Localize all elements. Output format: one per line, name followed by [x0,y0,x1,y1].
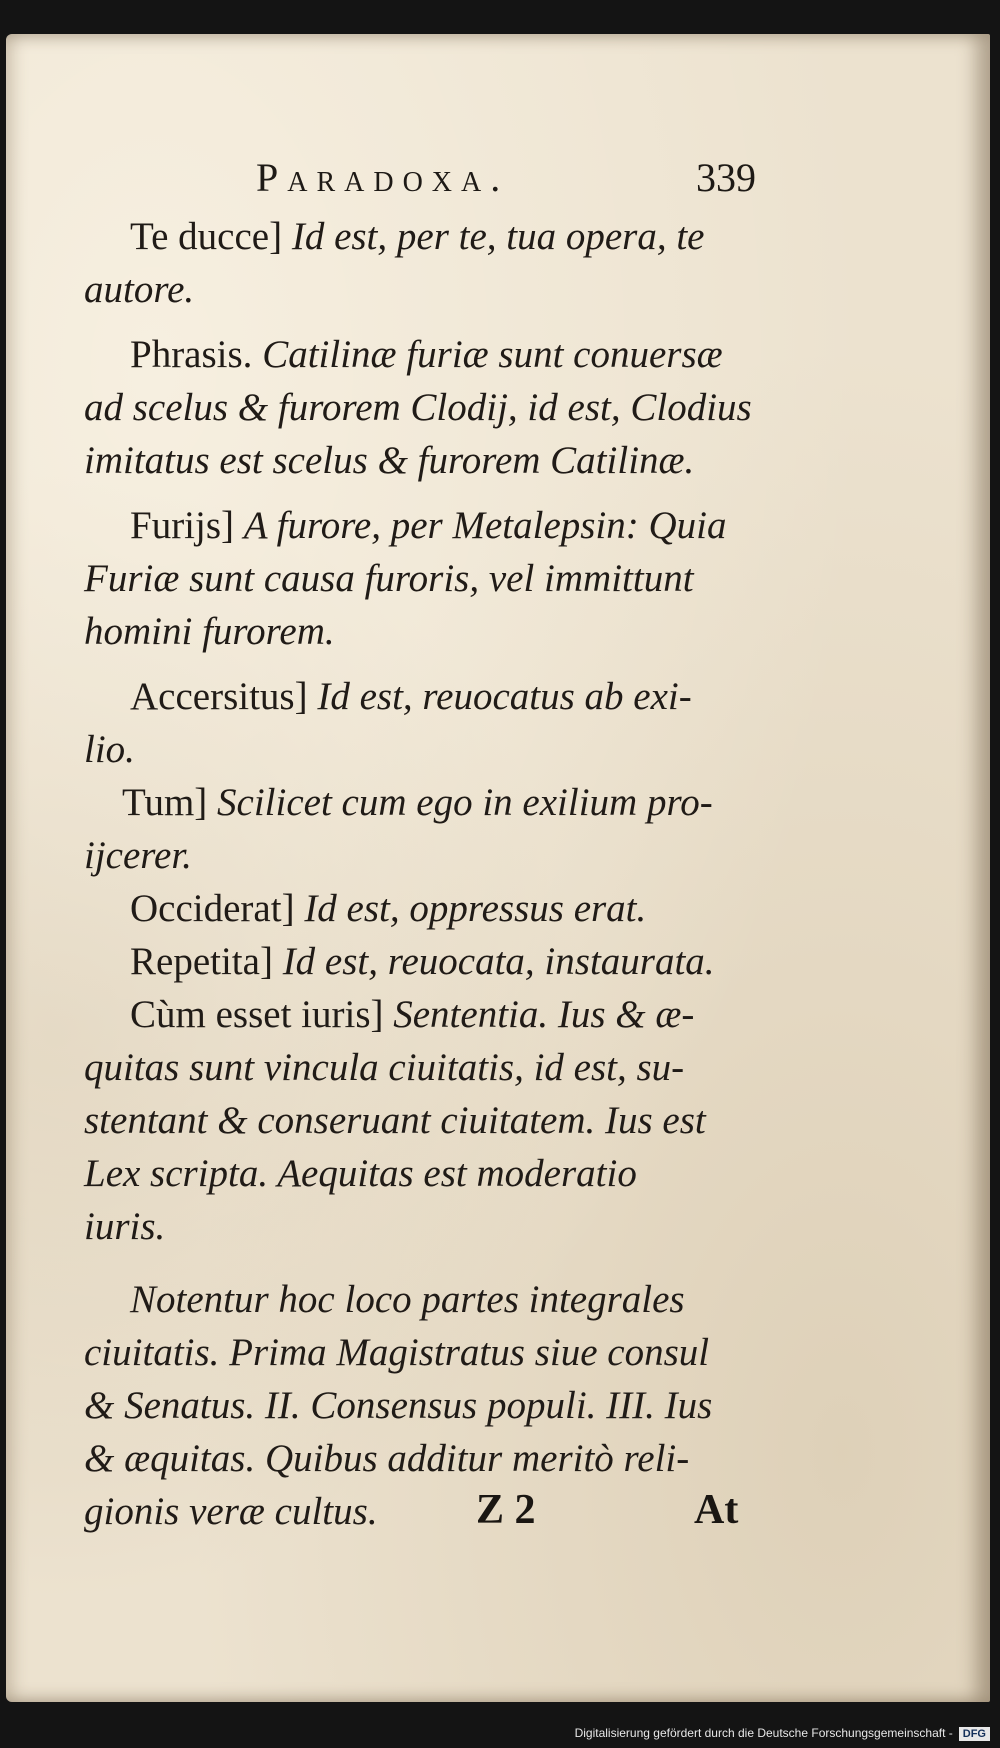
text-line [84,1147,764,1200]
gloss: autore. [84,268,195,311]
gloss: A furore, per Metalepsin: Quia [243,504,727,547]
signature-mark: Z 2 [476,1487,536,1533]
gloss: Id est, oppressus erat. [304,887,647,930]
gloss: & Senatus. II. Consensus populi. III. Ius [84,1384,713,1427]
gloss: ciuitatis. Prima Magistratus siue consul [84,1331,710,1374]
gloss: Notentur hoc loco partes integrales [130,1278,685,1321]
catchword: At [694,1487,739,1533]
text-line [84,670,764,723]
lemma: Furijs] [130,504,244,547]
page-footer [476,1486,776,1546]
gloss: Catilinæ furiæ sunt conuersæ [262,333,723,376]
lemma: Occiderat] [130,887,305,930]
dfg-logo-icon: DFG [959,1727,990,1741]
gloss: Id est, reuocatus ab exi- [317,675,692,718]
lemma: Cùm esset iuris] [130,993,394,1036]
text-line [84,552,764,605]
text-line [84,381,764,434]
funding-credit [575,1722,990,1744]
gloss: homini furorem. [84,610,335,653]
text-line [84,1432,764,1485]
text-line [84,723,764,776]
gloss: quitas sunt vincula ciuitatis, id est, su- [84,1046,685,1089]
lemma: Te ducce] [130,215,292,258]
gloss: lio. [84,728,135,771]
gloss: ad scelus & furorem Clodij, id est, Clodius [84,386,752,429]
gloss: Id est, per te, tua opera, te [291,215,705,258]
gloss: iuris. [84,1205,166,1248]
lemma: Repetita] [130,940,283,983]
gloss: Lex scripta. Aequitas est moderatio [84,1152,637,1195]
gloss: imitatus est scelus & furorem Catilinæ. [84,439,695,482]
gloss: Id est, reuocata, instaurata. [282,940,715,983]
text-line [84,263,764,316]
gloss: gionis veræ cultus. [84,1490,378,1533]
text-line [84,1200,764,1253]
text-block [84,210,764,1538]
lemma: Phrasis. [130,333,263,376]
text-line [84,434,764,487]
book-page [6,34,990,1702]
gloss: Furiæ sunt causa furoris, vel immittunt [84,557,694,600]
text-line [84,499,764,552]
text-line [84,1094,764,1147]
text-line [84,776,764,829]
gloss: Scilicet cum ego in exilium pro- [217,781,713,824]
running-title: Paradoxa. [256,155,510,200]
text-line [84,328,764,381]
gloss: & æquitas. Quibus additur meritò reli- [84,1437,690,1480]
gloss: Sententia. Ius & æ- [393,993,695,1036]
text-line [84,1326,764,1379]
gloss: stentant & conseruant ciuitatem. Ius est [84,1099,706,1142]
text-line [84,988,764,1041]
text-line [84,1379,764,1432]
text-line [84,882,764,935]
text-line [84,210,764,263]
page-header [256,154,776,204]
text-line [84,605,764,658]
text-line [84,1273,764,1326]
text-line [84,829,764,882]
text-line [84,935,764,988]
gloss: ijcerer. [84,834,192,877]
text-line [84,1041,764,1094]
page-number: 339 [696,155,756,200]
credit-text: Digitalisierung gefördert durch die Deutsche Forschungsgemeinschaft - [574,1726,953,1740]
lemma: Accersitus] [130,675,318,718]
lemma: Tum] [122,781,218,824]
